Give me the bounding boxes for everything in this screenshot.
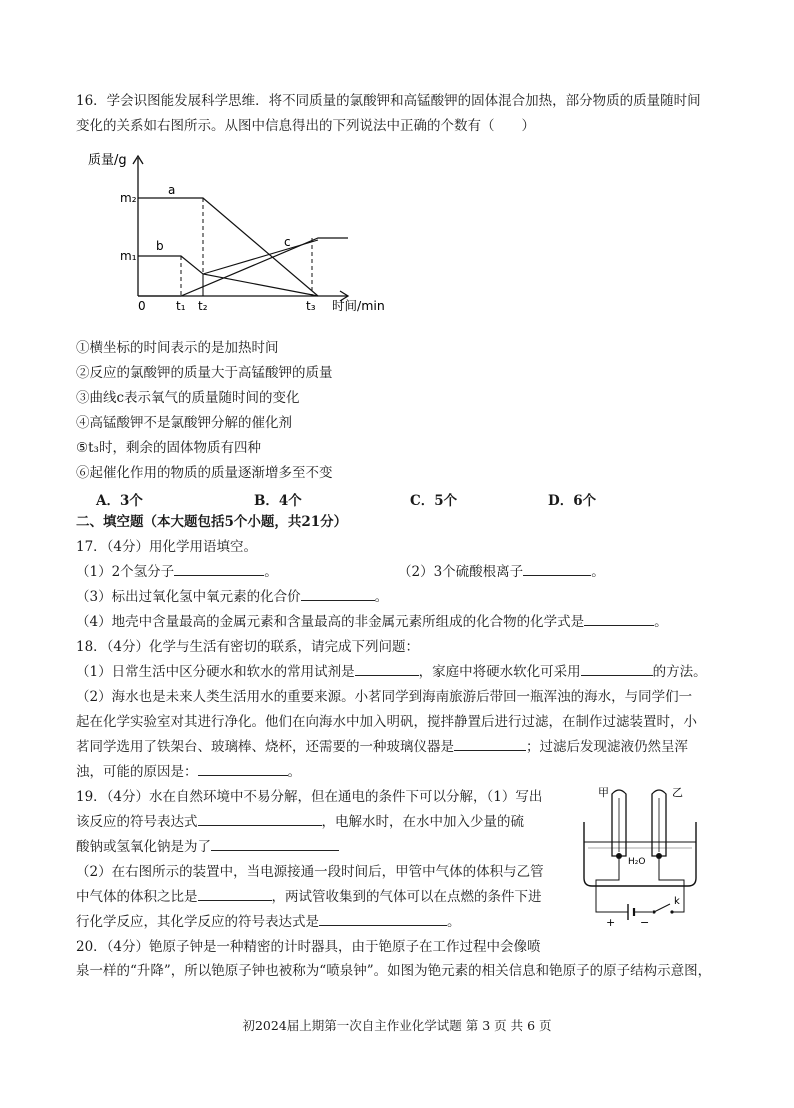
q16-statement-4: ④高锰酸钾不是氯酸钾分解的催化剂 — [76, 415, 292, 431]
q17-part1 — [76, 563, 278, 581]
q18-blank-4[interactable] — [198, 763, 288, 776]
q17-part4-text: （4）地壳中含量最高的金属元素和含量最高的非金属元素所组成的化合物的化学式是 — [76, 614, 585, 630]
graph-ylabel: 质量/g — [88, 153, 127, 168]
q18-part2-line3 — [76, 738, 688, 756]
q16-option-d[interactable]: D．6个 — [548, 493, 597, 509]
q18-part2-line4-text: 浊，可能的原因是： — [76, 764, 198, 780]
q17-blank-4[interactable] — [584, 613, 654, 626]
water-container — [584, 822, 696, 886]
q17-part3-text: （3）标出过氧化氢中氧元素的化合价 — [76, 589, 301, 605]
q19-line3-text: 酸钠或氢氧化钠是为了 — [76, 839, 211, 855]
q18-blank-2[interactable] — [581, 663, 653, 676]
page-footer: 初2024届上期第一次自主作业化学试题 第 3 页 共 6 页 — [242, 1018, 552, 1033]
q19-line5 — [76, 888, 542, 906]
q19-line4: （2）在右图所示的装置中，当电源接通一段时间后，甲管中气体的体积与乙管 — [76, 864, 544, 880]
q18-part1 — [76, 663, 707, 681]
q19-blank-2[interactable] — [211, 838, 339, 851]
label-minus: − — [640, 916, 650, 929]
label-b: b — [156, 239, 164, 253]
q19-line2-text-a: 该反应的符号表达式 — [76, 814, 198, 830]
q18-part2-line4 — [76, 763, 301, 781]
q17-part2-text: （2）3个硫酸根离子 — [398, 564, 524, 580]
q16-statement-3: ③曲线c表示氧气的质量随时间的变化 — [76, 390, 300, 406]
q16-option-b[interactable]: B．4个 — [254, 493, 302, 509]
q17-blank-2[interactable] — [523, 563, 591, 576]
q19-line2-text-b: ，电解水时，在水中加入少量的硫 — [321, 814, 524, 830]
q16-statement-6: ⑥起催化作用的物质的质量逐渐增多至不变 — [76, 465, 333, 481]
q17-part3 — [76, 588, 388, 606]
q18-part2-line3-text-b: ；过滤后发现滤液仍然呈浑 — [526, 739, 688, 755]
curve-c — [138, 238, 348, 296]
q18-part1-text-a: （1）日常生活中区分硬水和软水的常用试剂是 — [76, 664, 355, 680]
q18-part2-line2: 起在化学实验室对其进行净化。他们在向海水中加入明矾，搅拌静置后进行过滤，在制作过滤装置时，小 — [76, 714, 697, 730]
q17-part1-text: （1）2个氢分子 — [76, 564, 175, 580]
q16-statement-1: ①横坐标的时间表示的是加热时间 — [76, 340, 279, 356]
q16-mass-time-graph — [86, 150, 385, 320]
graph-origin: 0 — [138, 299, 146, 313]
label-a: a — [168, 183, 176, 197]
q18-blank-3[interactable] — [454, 738, 526, 751]
q19-line6 — [76, 913, 461, 931]
q18-part2-line1: （2）海水也是未来人类生活用水的重要来源。小茗同学到海南旅游后带回一瓶浑浊的海水，与同学们一 — [76, 689, 693, 705]
q17-part4-end: 。 — [654, 614, 668, 630]
graph-axes — [133, 156, 348, 301]
graph-xlabel: 时间/min — [332, 298, 385, 313]
q19-line2 — [76, 813, 524, 831]
q16-stem-line1: 16．学会识图能发展科学思维．将不同质量的氯酸钾和高锰酸钾的固体混合加热，部分物质的质量随时间 — [76, 93, 701, 109]
electrolysis-apparatus-figure — [576, 784, 706, 929]
q19-blank-1[interactable] — [198, 813, 322, 826]
q18-stem: 18．（4分）化学与生活有密切的联系，请完成下列问题： — [76, 639, 420, 655]
switch — [654, 904, 670, 912]
q17-blank-1[interactable] — [174, 563, 264, 576]
q18-part2-line4-end: 。 — [287, 764, 301, 780]
q19-blank-3[interactable] — [198, 888, 272, 901]
q19-line5-text-b: ，两试管收集到的气体可以在点燃的条件下进 — [271, 889, 542, 905]
q18-part1-text-b: ，家庭中将硬水软化可采用 — [418, 664, 581, 680]
tick-t1: t₁ — [176, 299, 186, 313]
q17-part4 — [76, 613, 668, 631]
q20-line1: 20．（4分）铯原子钟是一种精密的计时器具，由于铯原子在工作过程中会像喷 — [76, 939, 541, 955]
label-jia: 甲 — [598, 786, 609, 799]
q18-blank-1[interactable] — [355, 663, 419, 676]
q18-part2-line3-text-a: 茗同学选用了铁架台、玻璃棒、烧杯，还需要的一种玻璃仪器是 — [76, 739, 454, 755]
curve-product — [203, 240, 318, 296]
q19-line6-text: 行化学反应，其化学反应的符号表达式是 — [76, 914, 319, 930]
q16-option-c[interactable]: C．5个 — [410, 493, 458, 509]
q19-line6-end: 。 — [447, 914, 461, 930]
tick-t2: t₂ — [198, 299, 208, 313]
label-switch: k — [674, 896, 680, 907]
label-plus: + — [606, 916, 616, 929]
tick-m2: m₂ — [120, 191, 137, 205]
q16-statement-2: ②反应的氯酸钾的质量大于高锰酸钾的质量 — [76, 365, 333, 381]
q16-statement-5: ⑤t₃时，剩余的固体物质有四种 — [76, 440, 261, 456]
q19-line3 — [76, 838, 339, 856]
q19-line1: 19．（4分）水在自然环境中不易分解，但在通电的条件下可以分解，（1）写出 — [76, 789, 543, 805]
q20-line2: 泉一样的“升降”，所以铯原子钟也被称为“喷泉钟”。如图为铯元素的相关信息和铯原子的原子结构示意图， — [76, 963, 712, 979]
label-c: c — [284, 235, 291, 249]
q18-part1-text-c: 的方法。 — [652, 664, 707, 680]
q17-part3-end: 。 — [374, 589, 389, 605]
q17-part2-end: 。 — [591, 564, 605, 580]
q19-line5-text-a: 中气体的体积之比是 — [76, 889, 198, 905]
label-water: H₂O — [628, 857, 646, 867]
curve-a — [138, 198, 318, 296]
tick-m1: m₁ — [120, 249, 137, 263]
q17-part2 — [398, 563, 605, 581]
section2-title: 二、填空题（本大题包括5个小题，共21分） — [76, 514, 348, 530]
q17-part1-end: 。 — [264, 564, 278, 580]
q16-stem-line2: 变化的关系如右图所示。从图中信息得出的下列说法中正确的个数有（ ） — [76, 118, 535, 134]
q19-blank-4[interactable] — [319, 913, 447, 926]
q16-option-a[interactable]: A．3个 — [96, 493, 143, 509]
q17-stem: 17．（4分）用化学用语填空。 — [76, 539, 258, 555]
q17-blank-3[interactable] — [301, 588, 375, 601]
label-yi: 乙 — [672, 786, 683, 799]
tick-t3: t₃ — [306, 299, 316, 313]
